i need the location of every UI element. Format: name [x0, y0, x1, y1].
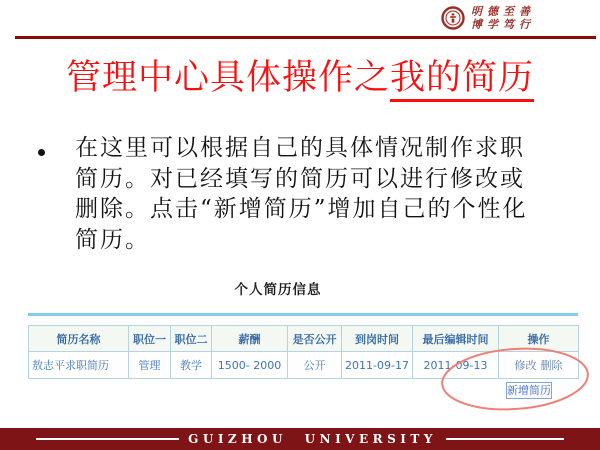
cell-last-edit: 2011-09-13 [413, 352, 499, 379]
slide-title-prefix: 管理中心具体操作之 [65, 58, 390, 98]
header-public: 是否公开 [288, 326, 342, 352]
slide-title [0, 55, 600, 101]
cell-salary: 1500- 2000 [212, 352, 288, 379]
university-name: GUIZHOU UNIVERSITY [188, 432, 437, 446]
resume-panel-heading: 个人简历信息 [234, 282, 322, 298]
footer-banner [0, 428, 600, 450]
header-position-2: 职位二 [171, 326, 212, 352]
modify-link[interactable]: 修改 [514, 359, 537, 372]
header-salary: 薪酬 [212, 326, 288, 352]
header-operations: 操作 [499, 326, 579, 352]
university-logo [441, 5, 535, 31]
cell-position-1: 管理 [129, 352, 171, 379]
table-header-row [29, 326, 579, 352]
paragraph-line: 在这里可以根据自己的具体情况制作求职 [75, 135, 525, 161]
slide-title-emphasis: 我的简历 [390, 58, 534, 102]
cell-start-date: 2011-09-17 [342, 352, 413, 379]
header-position-1: 职位一 [129, 326, 171, 352]
paragraph-line: 简历。对已经填写的简历可以进行修改或 [75, 165, 525, 192]
resume-panel-divider [28, 313, 578, 316]
motto-line-2: 博学笃行 [471, 18, 535, 31]
bullet-paragraph [75, 133, 528, 255]
top-divider [15, 36, 596, 39]
table-row [29, 352, 579, 379]
cell-public: 公开 [288, 352, 342, 379]
delete-link[interactable]: 删除 [540, 359, 563, 372]
motto-line-1: 明德至善 [471, 5, 535, 18]
paragraph-line: 简历。 [75, 226, 150, 253]
paragraph-line: 删除。点击“新增简历”增加自己的个性化 [75, 196, 528, 222]
cell-operations [499, 352, 579, 379]
footer-left-line [36, 438, 179, 440]
header-last-edit: 最后编辑时间 [413, 326, 499, 352]
resume-table [28, 325, 579, 379]
header-start-date: 到岗时间 [342, 326, 413, 352]
add-resume-button[interactable]: 新增简历 [507, 384, 551, 397]
university-motto [471, 5, 535, 31]
footer-right-line [446, 438, 564, 440]
bullet-marker [38, 149, 45, 156]
header-resume-name: 简历名称 [29, 326, 129, 352]
cell-resume-name: 敖志平求职简历 [29, 352, 129, 379]
cell-position-2: 教学 [171, 352, 212, 379]
university-seal-icon [441, 6, 465, 30]
